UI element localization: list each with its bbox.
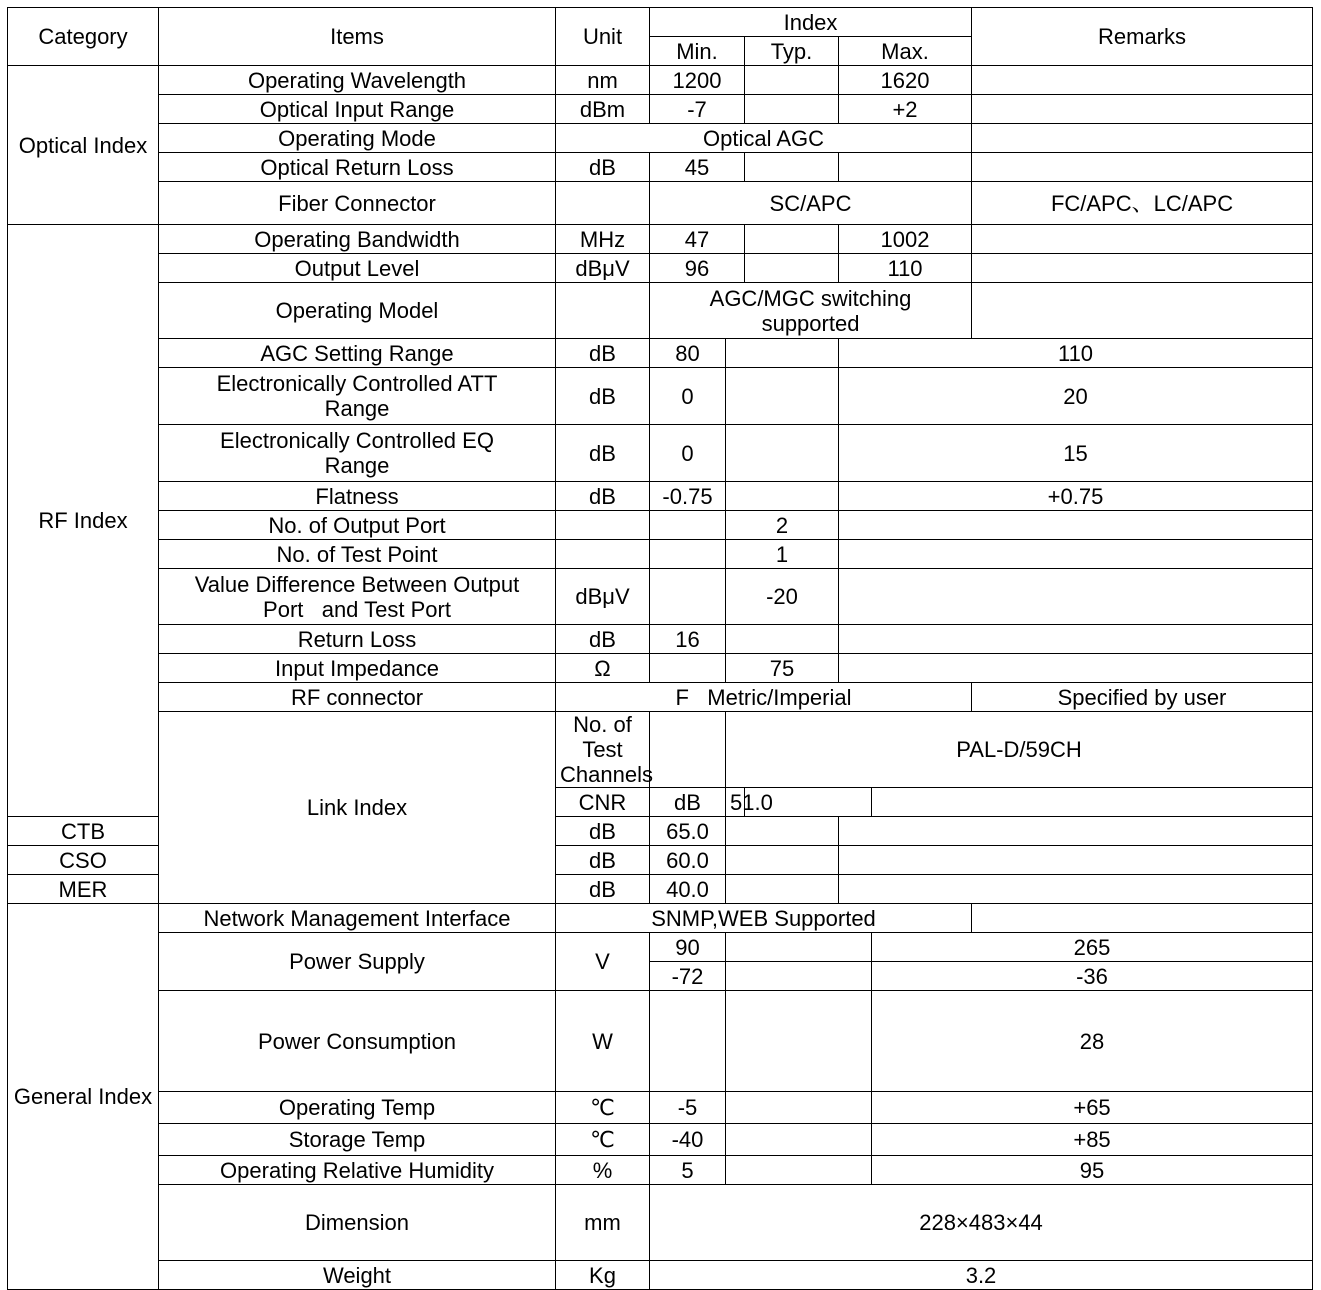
item-cell: Network Management Interface xyxy=(159,904,556,933)
unit-cell xyxy=(556,182,650,225)
header-unit: Unit xyxy=(556,8,650,66)
unit-cell: dB xyxy=(556,875,650,904)
max-cell xyxy=(839,511,1313,540)
min-cell: 51.0 xyxy=(726,788,745,817)
typ-cell xyxy=(726,875,839,904)
unit-cell xyxy=(650,712,726,788)
typ-cell xyxy=(726,817,839,846)
table-row xyxy=(8,511,1313,540)
item-cell: Power Consumption xyxy=(159,991,556,1092)
typ-cell xyxy=(726,1092,872,1124)
max-cell xyxy=(839,846,1313,875)
value-cell: F Metric/Imperial xyxy=(556,683,972,712)
typ-cell xyxy=(726,482,839,511)
max-cell xyxy=(839,540,1313,569)
typ-cell: 2 xyxy=(726,511,839,540)
table-row xyxy=(8,153,1313,182)
min-cell: 1200 xyxy=(650,66,745,95)
table-row xyxy=(8,368,1313,425)
unit-cell: dB xyxy=(556,482,650,511)
unit-cell: MHz xyxy=(556,225,650,254)
table-row xyxy=(8,124,1313,153)
max-cell: 20 xyxy=(839,368,1313,425)
table-row xyxy=(8,712,1313,788)
item-cell: Input Impedance xyxy=(159,654,556,683)
remarks-cell xyxy=(972,904,1313,933)
table-row xyxy=(8,182,1313,225)
table-row xyxy=(8,1261,1313,1290)
item-cell: Operating Mode xyxy=(159,124,556,153)
unit-cell: dB xyxy=(650,788,726,817)
item-cell: Operating Bandwidth xyxy=(159,225,556,254)
item-cell: Operating Temp xyxy=(159,1092,556,1124)
unit-cell: mm xyxy=(556,1185,650,1261)
unit-cell: dB xyxy=(556,846,650,875)
value-cell: 228×483×44 xyxy=(650,1185,1313,1261)
unit-cell: % xyxy=(556,1156,650,1185)
max-cell xyxy=(839,817,1313,846)
table-row xyxy=(8,482,1313,511)
remarks-cell: Specified by user xyxy=(972,683,1313,712)
typ-cell xyxy=(745,153,839,182)
min-cell: 45 xyxy=(650,153,745,182)
max-cell: 265 xyxy=(872,933,1313,962)
item-cell: Storage Temp xyxy=(159,1124,556,1156)
max-cell: +0.75 xyxy=(839,482,1313,511)
table-row xyxy=(8,66,1313,95)
unit-cell: dBm xyxy=(556,95,650,124)
item-cell: Power Supply xyxy=(159,933,556,991)
item-cell: CSO xyxy=(8,846,159,875)
unit-cell: nm xyxy=(556,66,650,95)
unit-cell: W xyxy=(556,991,650,1092)
min-cell: 5 xyxy=(650,1156,726,1185)
min-cell xyxy=(650,511,726,540)
typ-cell xyxy=(726,933,872,962)
typ-cell: -20 xyxy=(726,569,839,625)
value-cell: Optical AGC xyxy=(556,124,972,153)
min-cell xyxy=(650,540,726,569)
item-cell: Value Difference Between Output Port and Test Port xyxy=(159,569,556,625)
unit-cell xyxy=(556,511,650,540)
typ-cell xyxy=(726,1124,872,1156)
header-items: Items xyxy=(159,8,556,66)
min-cell: -40 xyxy=(650,1124,726,1156)
typ-cell xyxy=(726,425,839,482)
item-cell: Electronically Controlled ATT Range xyxy=(159,368,556,425)
item-cell: Optical Input Range xyxy=(159,95,556,124)
remarks-cell xyxy=(972,66,1313,95)
value-cell: 3.2 xyxy=(650,1261,1313,1290)
typ-cell xyxy=(745,66,839,95)
max-cell: +85 xyxy=(872,1124,1313,1156)
table-row xyxy=(8,95,1313,124)
unit-cell: dB xyxy=(556,153,650,182)
max-cell: 95 xyxy=(872,1156,1313,1185)
typ-cell xyxy=(726,625,839,654)
table-row xyxy=(8,904,1313,933)
max-cell xyxy=(839,153,972,182)
unit-cell: Kg xyxy=(556,1261,650,1290)
category-general: General Index xyxy=(8,904,159,1290)
max-cell: +2 xyxy=(839,95,972,124)
item-cell: CNR xyxy=(556,788,650,817)
unit-cell: ℃ xyxy=(556,1092,650,1124)
remarks-cell xyxy=(972,124,1313,153)
item-cell: CTB xyxy=(8,817,159,846)
table-row xyxy=(8,1156,1313,1185)
value-cell: SC/APC xyxy=(650,182,972,225)
value-cell: SNMP,WEB Supported xyxy=(556,904,972,933)
max-cell: 110 xyxy=(839,339,1313,368)
remarks-cell xyxy=(972,153,1313,182)
table-row xyxy=(8,569,1313,625)
typ-cell xyxy=(726,1156,872,1185)
item-cell: Operating Relative Humidity xyxy=(159,1156,556,1185)
unit-cell: dBμV xyxy=(556,569,650,625)
max-cell: 15 xyxy=(839,425,1313,482)
min-cell: 47 xyxy=(650,225,745,254)
remarks-cell xyxy=(972,254,1313,283)
unit-cell: dBμV xyxy=(556,254,650,283)
item-cell: No. of Test Channels xyxy=(556,712,650,788)
min-cell: -0.75 xyxy=(650,482,726,511)
min-cell: 0 xyxy=(650,368,726,425)
unit-cell xyxy=(556,283,650,339)
unit-cell: dB xyxy=(556,339,650,368)
item-cell: No. of Output Port xyxy=(159,511,556,540)
table-row xyxy=(8,283,1313,339)
min-cell xyxy=(650,569,726,625)
max-cell xyxy=(839,654,1313,683)
header-category: Category xyxy=(8,8,159,66)
item-cell: Fiber Connector xyxy=(159,182,556,225)
max-cell: 1620 xyxy=(839,66,972,95)
min-cell xyxy=(650,991,726,1092)
typ-cell xyxy=(745,225,839,254)
table-row xyxy=(8,625,1313,654)
unit-cell: dB xyxy=(556,425,650,482)
unit-cell: V xyxy=(556,933,650,991)
max-cell: 110 xyxy=(839,254,972,283)
min-cell: 0 xyxy=(650,425,726,482)
typ-cell xyxy=(745,95,839,124)
min-cell: -72 xyxy=(650,962,726,991)
max-cell xyxy=(872,788,1313,817)
unit-cell: dB xyxy=(556,817,650,846)
table-row xyxy=(8,683,1313,712)
typ-cell xyxy=(745,254,839,283)
unit-cell: Ω xyxy=(556,654,650,683)
header-remarks: Remarks xyxy=(972,8,1313,66)
item-cell: Flatness xyxy=(159,482,556,511)
category-optical: Optical Index xyxy=(8,66,159,225)
table-row xyxy=(8,339,1313,368)
value-cell: AGC/MGC switching supported xyxy=(650,283,972,339)
header-typ: Typ. xyxy=(745,37,839,66)
min-cell: 65.0 xyxy=(650,817,726,846)
min-cell: 40.0 xyxy=(650,875,726,904)
item-cell: Output Level xyxy=(159,254,556,283)
min-cell: 60.0 xyxy=(650,846,726,875)
header-index: Index xyxy=(650,8,972,37)
min-cell: -5 xyxy=(650,1092,726,1124)
max-cell xyxy=(839,625,1313,654)
min-cell: 90 xyxy=(650,933,726,962)
item-cell: Weight xyxy=(159,1261,556,1290)
remarks-cell xyxy=(972,225,1313,254)
max-cell: 28 xyxy=(872,991,1313,1092)
category-link: Link Index xyxy=(159,712,556,904)
header-max: Max. xyxy=(839,37,972,66)
min-cell: 16 xyxy=(650,625,726,654)
item-cell: No. of Test Point xyxy=(159,540,556,569)
table-row xyxy=(8,991,1313,1092)
item-cell: Return Loss xyxy=(159,625,556,654)
typ-cell xyxy=(726,846,839,875)
remarks-cell: FC/APC、LC/APC xyxy=(972,182,1313,225)
spec-table xyxy=(7,7,1313,1290)
remarks-cell xyxy=(972,283,1313,339)
table-row xyxy=(8,1092,1313,1124)
min-cell xyxy=(650,654,726,683)
table-row xyxy=(8,225,1313,254)
table-row xyxy=(8,654,1313,683)
min-cell: 96 xyxy=(650,254,745,283)
unit-cell: dB xyxy=(556,368,650,425)
typ-cell xyxy=(726,368,839,425)
max-cell: +65 xyxy=(872,1092,1313,1124)
typ-cell xyxy=(726,339,839,368)
unit-cell xyxy=(556,540,650,569)
item-cell: Operating Model xyxy=(159,283,556,339)
table-row xyxy=(8,1124,1313,1156)
min-cell: 80 xyxy=(650,339,726,368)
table-row xyxy=(8,425,1313,482)
table-row xyxy=(8,540,1313,569)
min-cell: -7 xyxy=(650,95,745,124)
typ-cell xyxy=(726,962,872,991)
item-cell: Optical Return Loss xyxy=(159,153,556,182)
unit-cell: dB xyxy=(556,625,650,654)
typ-cell: 75 xyxy=(726,654,839,683)
item-cell: Electronically Controlled EQ Range xyxy=(159,425,556,482)
max-cell: 1002 xyxy=(839,225,972,254)
item-cell: Operating Wavelength xyxy=(159,66,556,95)
max-cell xyxy=(839,875,1313,904)
header-min: Min. xyxy=(650,37,745,66)
remarks-cell xyxy=(972,95,1313,124)
item-cell: Dimension xyxy=(159,1185,556,1261)
max-cell: -36 xyxy=(872,962,1313,991)
item-cell: RF connector xyxy=(159,683,556,712)
typ-cell xyxy=(726,991,872,1092)
category-rf: RF Index xyxy=(8,225,159,817)
value-cell: PAL-D/59CH xyxy=(726,712,1313,788)
table-row xyxy=(8,933,1313,962)
header-row xyxy=(8,8,1313,37)
item-cell: MER xyxy=(8,875,159,904)
max-cell xyxy=(839,569,1313,625)
unit-cell: ℃ xyxy=(556,1124,650,1156)
table-row xyxy=(8,1185,1313,1261)
item-cell: AGC Setting Range xyxy=(159,339,556,368)
typ-cell: 1 xyxy=(726,540,839,569)
table-row xyxy=(8,254,1313,283)
